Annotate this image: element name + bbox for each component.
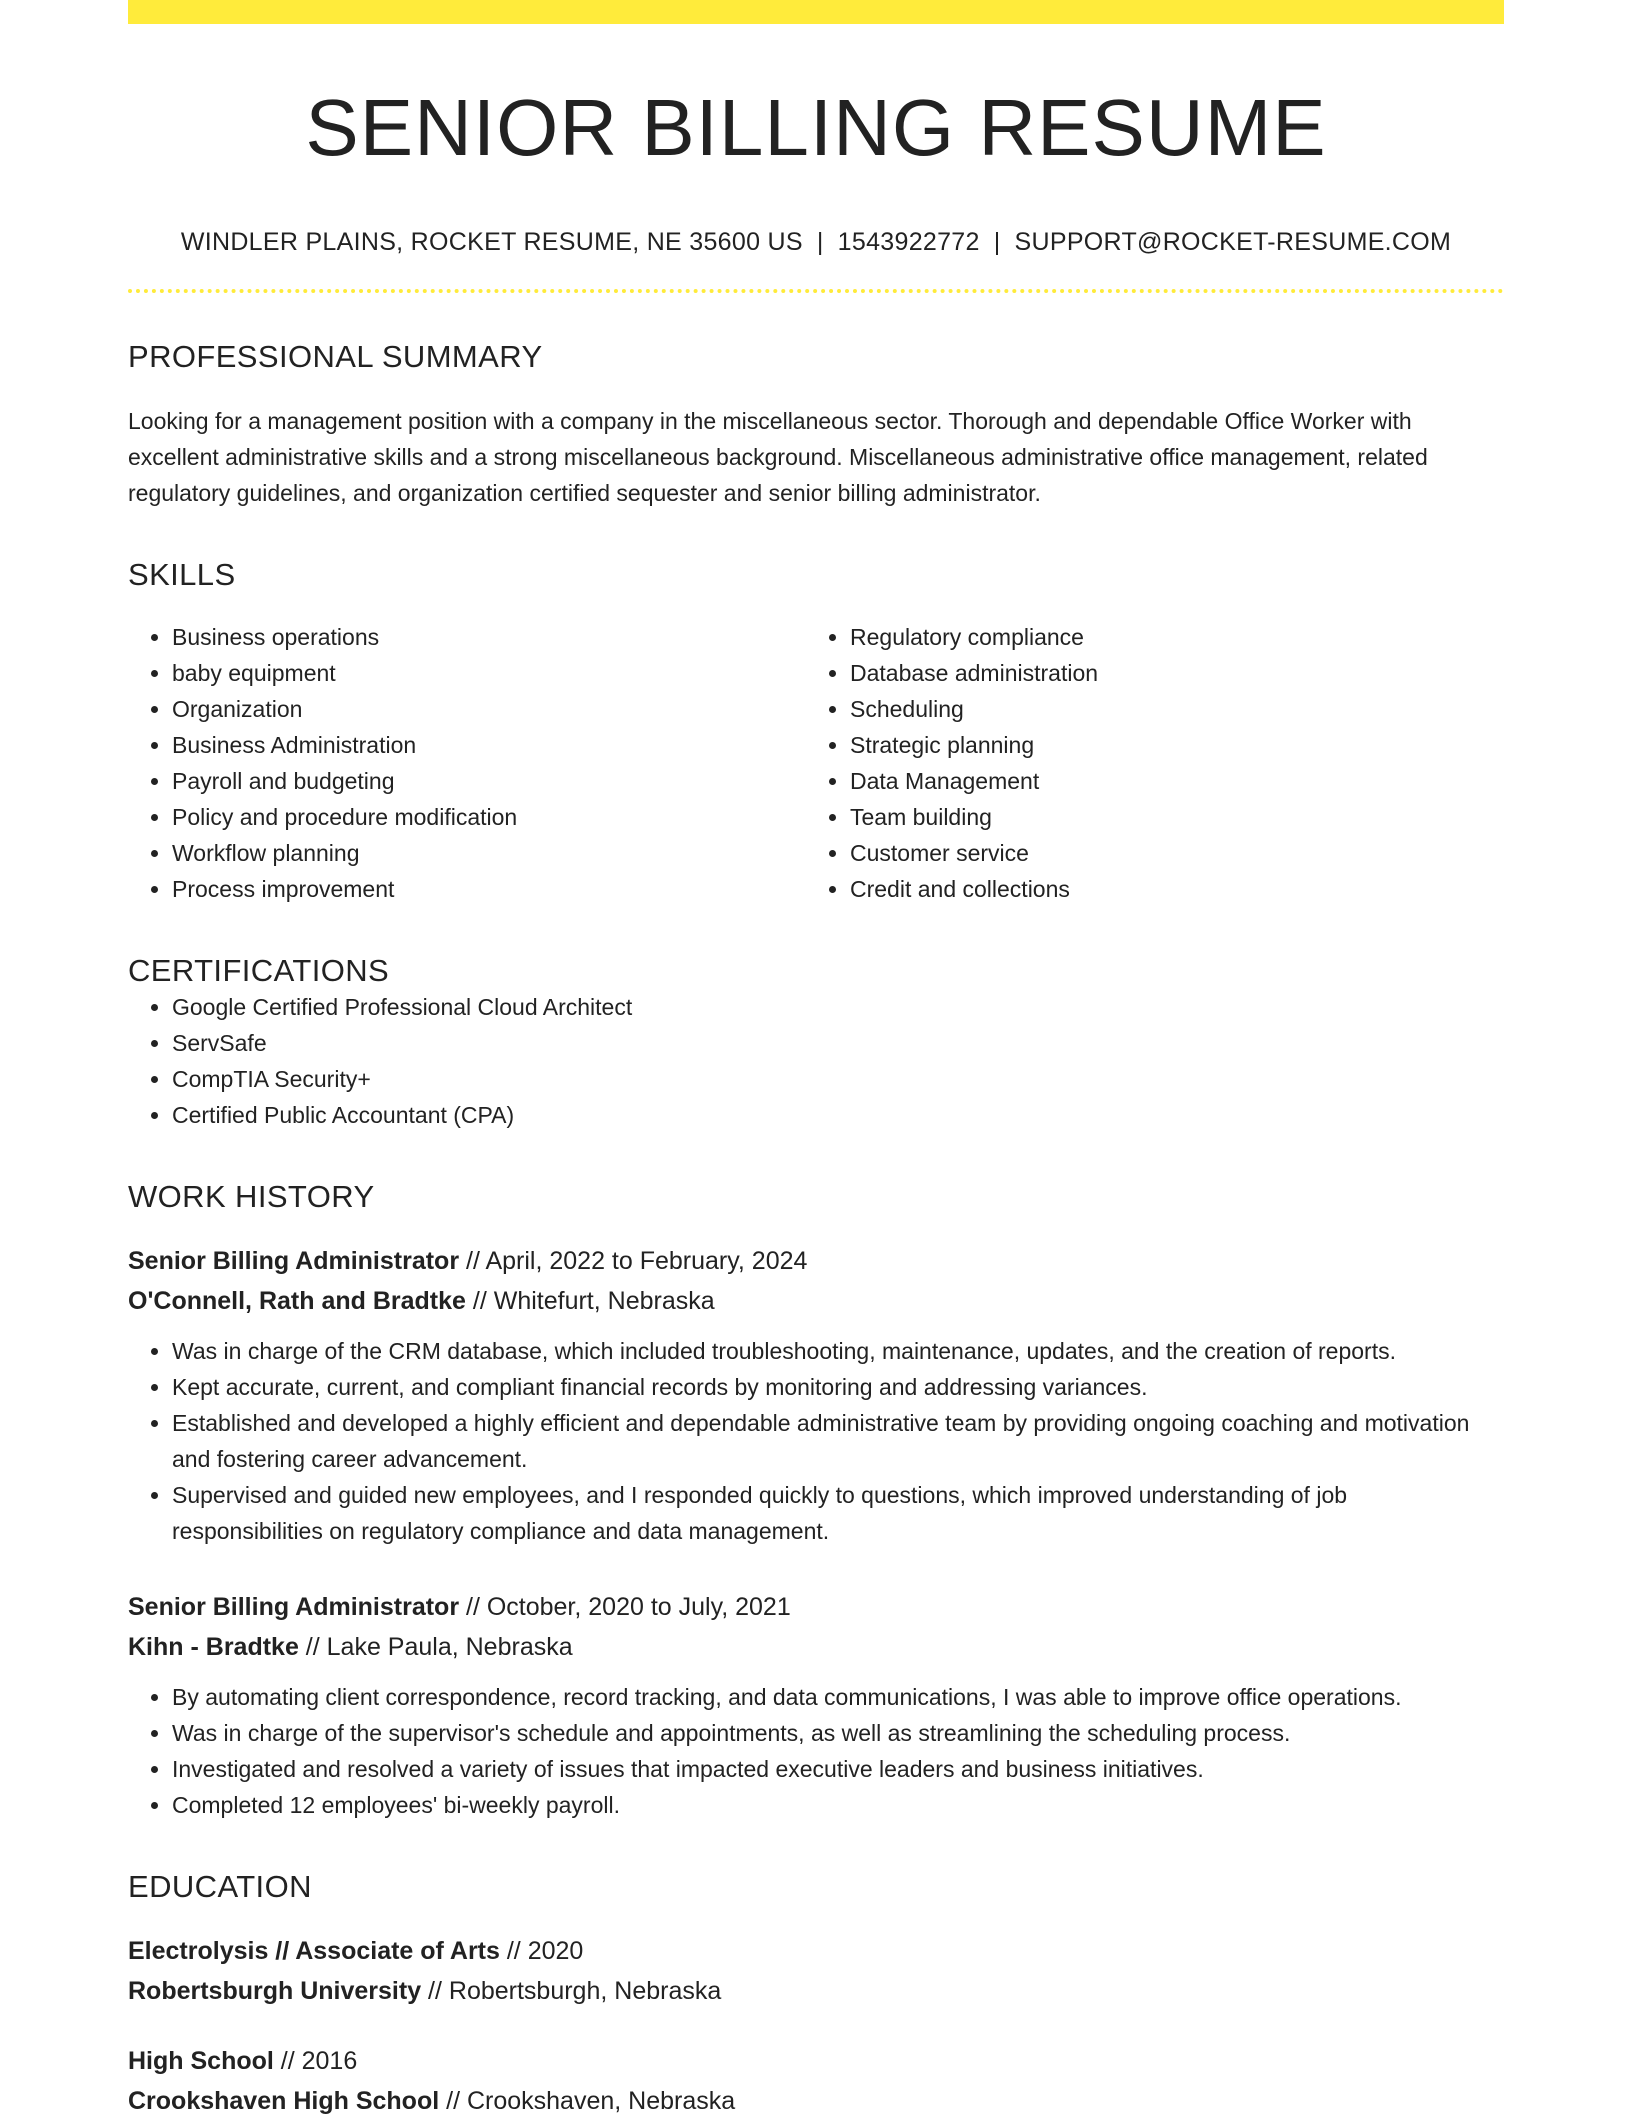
skills-grid — [128, 619, 1504, 907]
skill-item: • Payroll and budgeting — [172, 763, 806, 799]
job-bullet: • Completed 12 employees' bi-weekly payroll. — [172, 1787, 1504, 1823]
summary-text: Looking for a management position with a company in the miscellaneous sector. Thorough and dependable Office Worker with excellent administrative skills and a strong miscellaneous background. Miscellaneous administrative office management, related regulatory guidelines, and organization certified sequester and senior billing administrator. — [128, 408, 1428, 506]
resume-page — [128, 0, 1504, 2121]
skill-item: • Credit and collections — [850, 871, 1484, 907]
certification-item: • CompTIA Security+ — [172, 1061, 1504, 1097]
education-location: // Crookshaven, Nebraska — [439, 2087, 736, 2115]
work-history-heading: WORK HISTORY — [128, 1179, 375, 1214]
job-title-line — [128, 1241, 1504, 1281]
education-location: // Robertsburgh, Nebraska — [421, 1977, 722, 2005]
education-school: Crookshaven High School — [128, 2087, 440, 2115]
skill-item: • Strategic planning — [850, 727, 1484, 763]
skill-item: • Workflow planning — [172, 835, 806, 871]
certifications-heading: CERTIFICATIONS — [128, 953, 390, 988]
job-company: O'Connell, Rath and Bradtke — [128, 1287, 466, 1315]
education-degree: High School — [128, 2047, 274, 2075]
skills-column-right — [806, 619, 1484, 907]
job-company-line — [128, 1281, 1504, 1321]
summary-heading: PROFESSIONAL SUMMARY — [128, 339, 543, 374]
job-bullet: • Kept accurate, current, and compliant financial records by monitoring and addressing variances. — [172, 1369, 1504, 1405]
job-company: Kihn - Bradtke — [128, 1633, 299, 1661]
job-dates: // October, 2020 to July, 2021 — [459, 1593, 791, 1621]
skill-item: • Database administration — [850, 655, 1484, 691]
job-location: // Whitefurt, Nebraska — [465, 1287, 715, 1315]
job-bullet: • Was in charge of the supervisor's schedule and appointments, as well as streamlining the scheduling process. — [172, 1715, 1504, 1751]
education-degree: Electrolysis // Associate of Arts — [128, 1937, 500, 1965]
job-entry — [128, 1587, 1504, 1823]
contact-line — [128, 228, 1504, 257]
education-entry — [128, 1931, 1504, 2011]
job-entry — [128, 1241, 1504, 1549]
job-dates: // April, 2022 to February, 2024 — [459, 1247, 808, 1275]
skill-item: • Team building — [850, 799, 1484, 835]
skill-item: • Business operations — [172, 619, 806, 655]
contact-separator: | — [993, 228, 1001, 256]
job-location: // Lake Paula, Nebraska — [298, 1633, 573, 1661]
accent-top-bar — [128, 0, 1504, 24]
job-bullet: • Investigated and resolved a variety of issues that impacted executive leaders and business initiatives. — [172, 1751, 1504, 1787]
job-bullet: • Established and developed a highly efficient and dependable administrative team by providing ongoing coaching and motivation and fostering career advancement. — [172, 1405, 1504, 1477]
education-year: // 2016 — [273, 2047, 358, 2075]
skill-item: • Policy and procedure modification — [172, 799, 806, 835]
certifications-list — [128, 989, 1504, 1133]
education-degree-line — [128, 2041, 1504, 2081]
skill-item: • Process improvement — [172, 871, 806, 907]
certification-item: • Certified Public Accountant (CPA) — [172, 1097, 1504, 1133]
skills-column-left — [128, 619, 806, 907]
contact-separator: | — [816, 228, 824, 256]
job-company-line — [128, 1627, 1504, 1667]
education-year: // 2020 — [499, 1937, 584, 1965]
job-role: Senior Billing Administrator — [128, 1247, 460, 1275]
skill-item: • Scheduling — [850, 691, 1484, 727]
certification-item: • Google Certified Professional Cloud Architect — [172, 989, 1504, 1025]
contact-phone: 1543922772 — [837, 228, 980, 256]
skill-item: • Data Management — [850, 763, 1484, 799]
job-bullet: • Supervised and guided new employees, and I responded quickly to questions, which improved understanding of job responsibilities on regulatory compliance and data management. — [172, 1477, 1504, 1549]
education-school-line — [128, 1971, 1504, 2011]
skill-item: • Business Administration — [172, 727, 806, 763]
skill-item: • baby equipment — [172, 655, 806, 691]
skill-item: • Organization — [172, 691, 806, 727]
job-bullets — [128, 1679, 1504, 1823]
education-degree-line — [128, 1931, 1504, 1971]
skill-item: • Regulatory compliance — [850, 619, 1484, 655]
contact-email: SUPPORT@ROCKET-RESUME.COM — [1014, 228, 1452, 256]
skills-list-right — [806, 619, 1484, 907]
education-entry — [128, 2041, 1504, 2121]
job-bullet: • By automating client correspondence, record tracking, and data communications, I was able to improve office operations. — [172, 1679, 1504, 1715]
contact-address: WINDLER PLAINS, ROCKET RESUME, NE 35600 US — [180, 228, 803, 256]
skills-list-left — [128, 619, 806, 907]
education-school: Robertsburgh University — [128, 1977, 422, 2005]
certification-item: • ServSafe — [172, 1025, 1504, 1061]
resume-title: SENIOR BILLING RESUME — [305, 83, 1327, 172]
education-heading: EDUCATION — [128, 1869, 312, 1904]
education-school-line — [128, 2081, 1504, 2121]
header-divider — [128, 289, 1504, 293]
skills-heading: SKILLS — [128, 557, 236, 592]
job-title-line — [128, 1587, 1504, 1627]
job-bullet: • Was in charge of the CRM database, which included troubleshooting, maintenance, updates, and the creation of reports. — [172, 1333, 1504, 1369]
job-role: Senior Billing Administrator — [128, 1593, 460, 1621]
skill-item: • Customer service — [850, 835, 1484, 871]
job-bullets — [128, 1333, 1504, 1549]
